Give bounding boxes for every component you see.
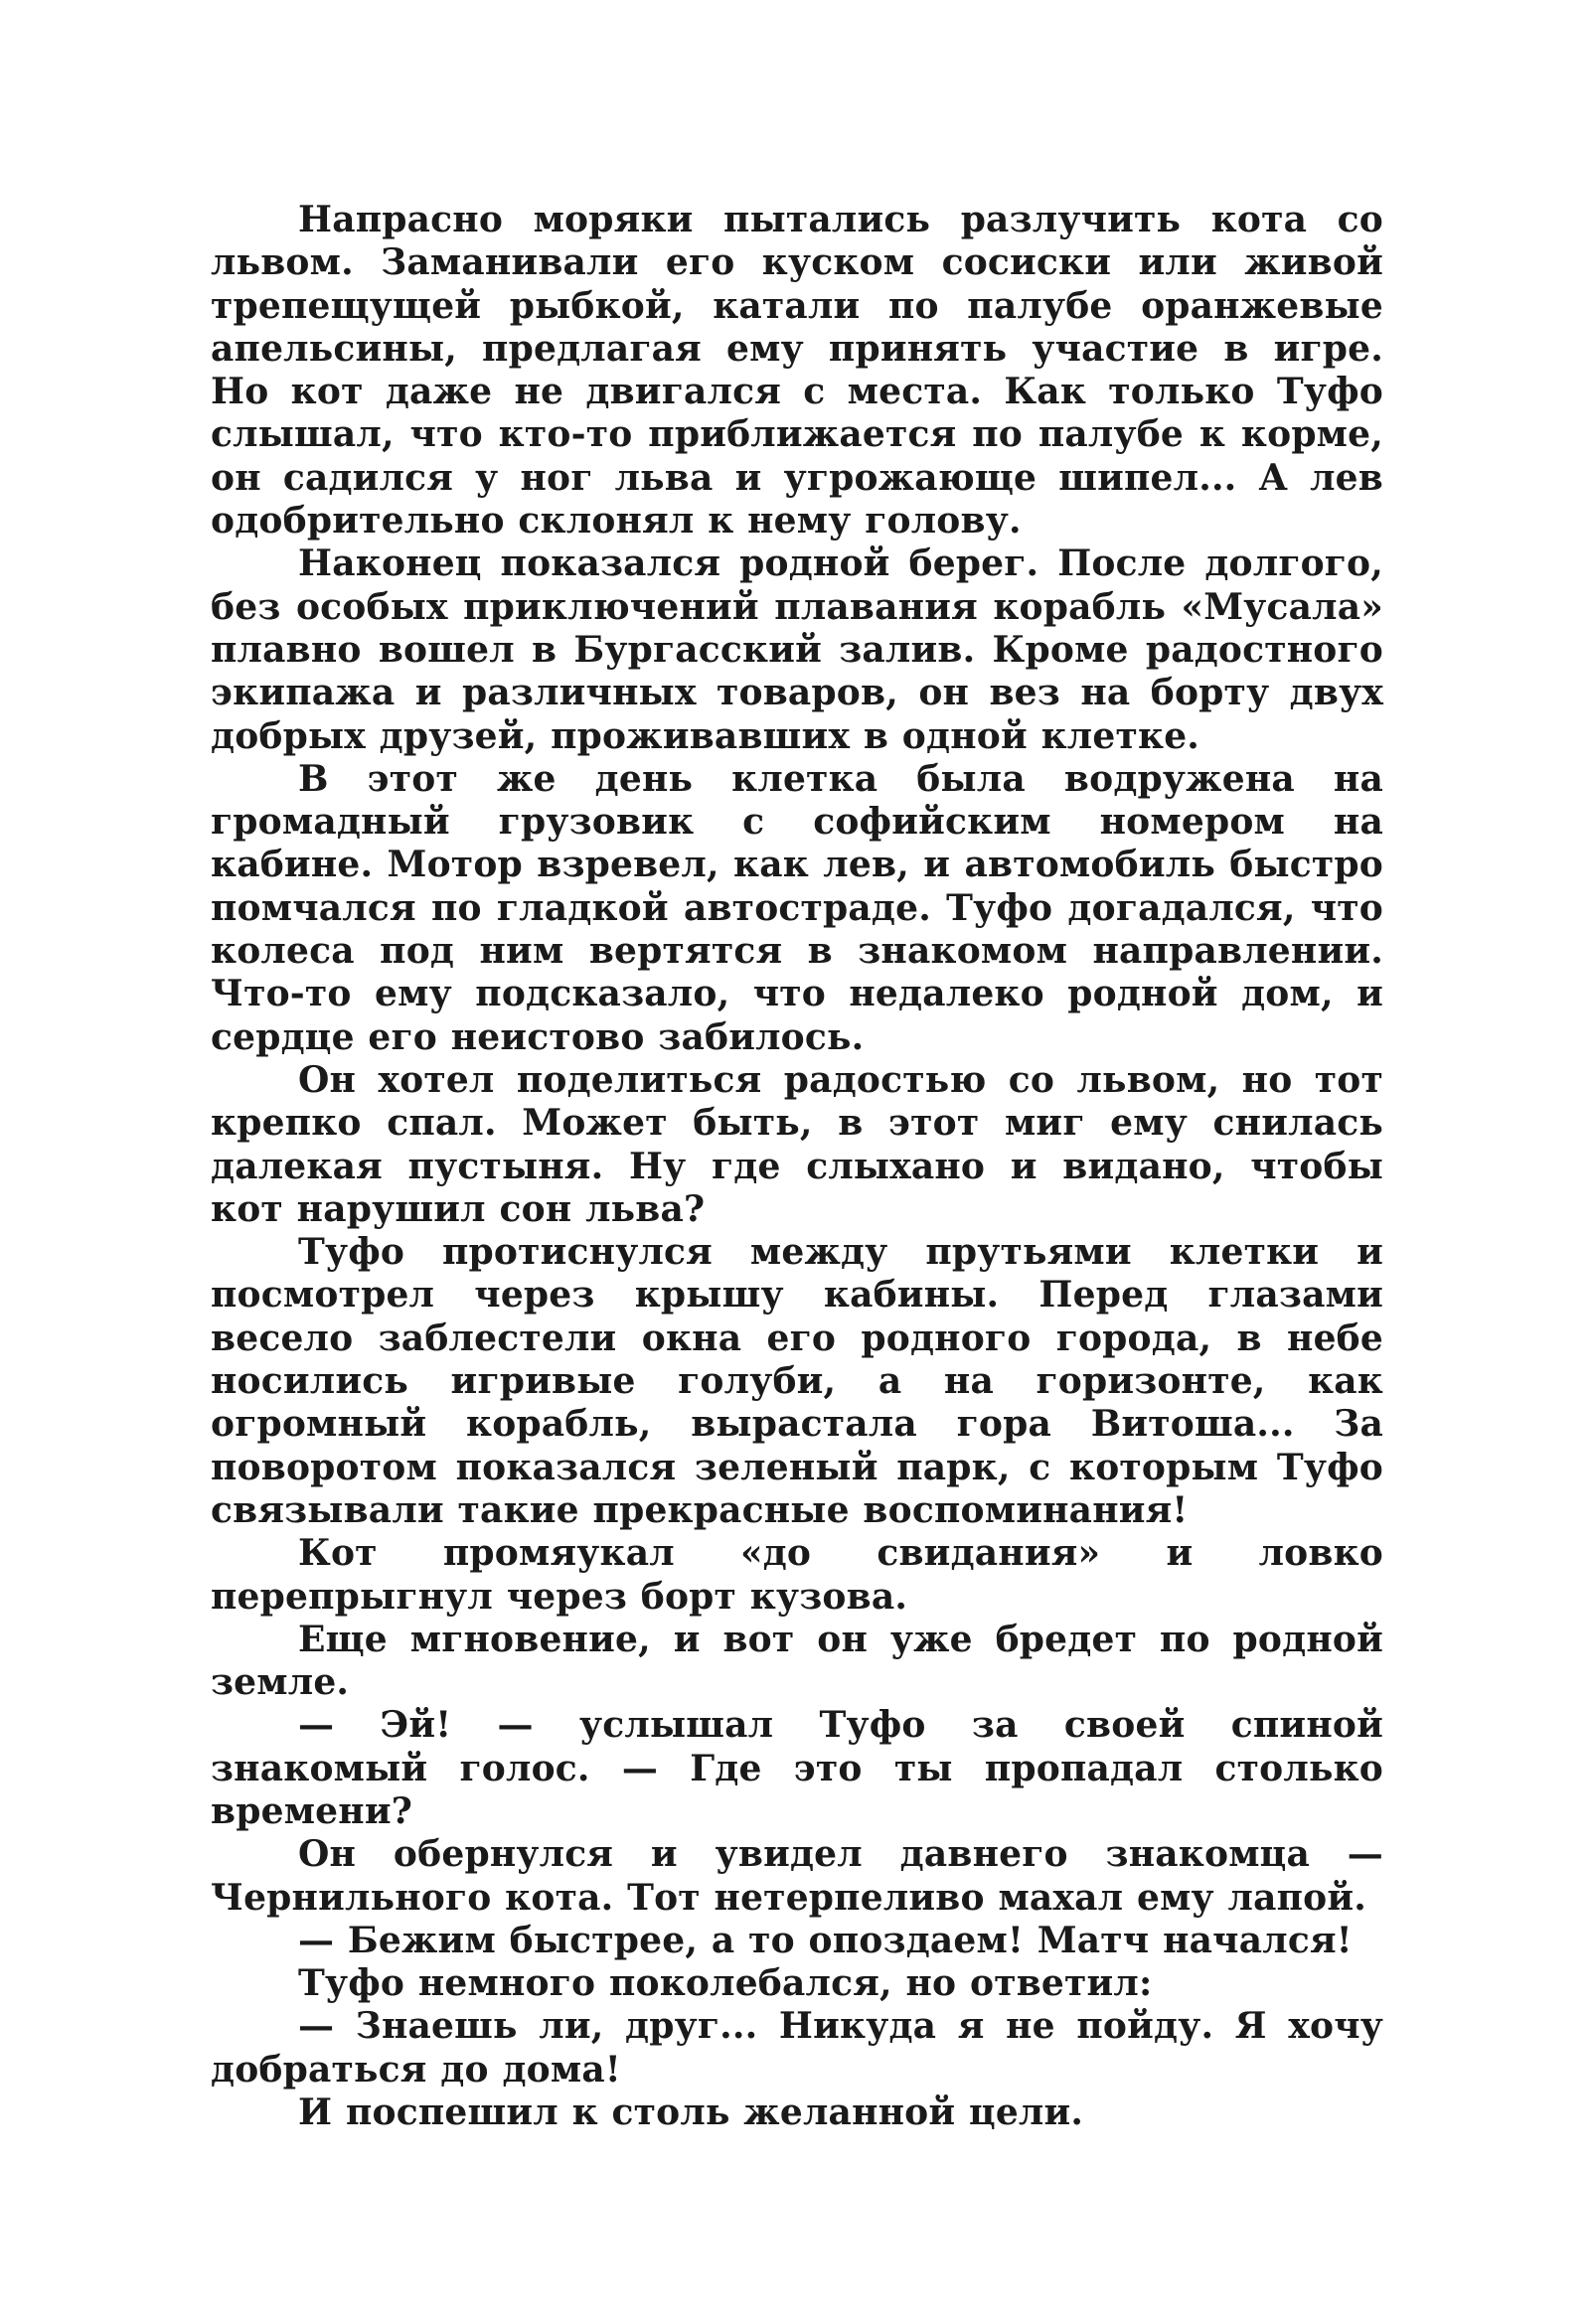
paragraph: Он обернулся и увидел давнего знакомца — Чернильного кота. Тот нетерпеливо махал ему лапой. bbox=[211, 1833, 1383, 1919]
paragraph: Наконец показался родной берег. После долгого, без особых приключений плавания корабль «Мусала» плавно вошел в Бургасский залив. Кроме радостного экипажа и различных товаров, он вез на борту двух добрых друзей, проживавших в одной клетке. bbox=[211, 542, 1383, 757]
page-body-text bbox=[211, 199, 1383, 2134]
paragraph: Туфо протиснулся между прутьями клетки и посмотрел через крышу кабины. Перед глазами весело заблестели окна его родного города, в небе носились игривые голуби, а на горизонте, как огромный корабль, вырастала гора Витоша... За поворотом показался зеленый парк, с которым Туфо связывали такие прекрасные воспоминания! bbox=[211, 1231, 1383, 1531]
paragraph: Кот промяукал «до свидания» и ловко перепрыгнул через борт кузова. bbox=[211, 1532, 1383, 1618]
dialogue-line: — Знаешь ли, друг... Никуда я не пойду. Я хочу добраться до дома! bbox=[211, 2005, 1383, 2091]
paragraph: Еще мгновение, и вот он уже бредет по родной земле. bbox=[211, 1618, 1383, 1704]
paragraph: Он хотел поделиться радостью со львом, но тот крепко спал. Может быть, в этот миг ему снилась далекая пустыня. Ну где слыхано и видано, чтобы кот нарушил сон льва? bbox=[211, 1058, 1383, 1230]
paragraph: И поспешил к столь желанной цели. bbox=[298, 2092, 1084, 2134]
paragraph: Напрасно моряки пытались разлучить кота со львом. Заманивали его куском сосиски или живой трепещущей рыбкой, катали по палубе оранжевые апельсины, предлагая ему принять участие в игре. Но кот даже не двигался с места. Как только Туфо слышал, что кто-то приближается по палубе к корме, он садился у ног льва и угрожающе шипел... А лев одобрительно склонял к нему голову. bbox=[211, 199, 1383, 542]
paragraph: В этот же день клетка была водружена на громадный грузовик с софийским номером на кабине. Мотор взревел, как лев, и автомобиль быстро помчался по гладкой автостраде. Туфо догадался, что колеса под ним вертятся в знакомом направлении. Что-то ему подсказало, что недалеко родной дом, и сердце его неистово забилось. bbox=[211, 757, 1383, 1058]
dialogue-line: — Эй! — услышал Туфо за своей спиной знакомый голос. — Где это ты пропадал столько времени? bbox=[211, 1704, 1383, 1832]
dialogue-line: — Бежим быстрее, а то опоздаем! Матч начался! bbox=[298, 1919, 1353, 1961]
paragraph: Туфо немного поколебался, но ответил: bbox=[298, 1962, 1153, 2005]
